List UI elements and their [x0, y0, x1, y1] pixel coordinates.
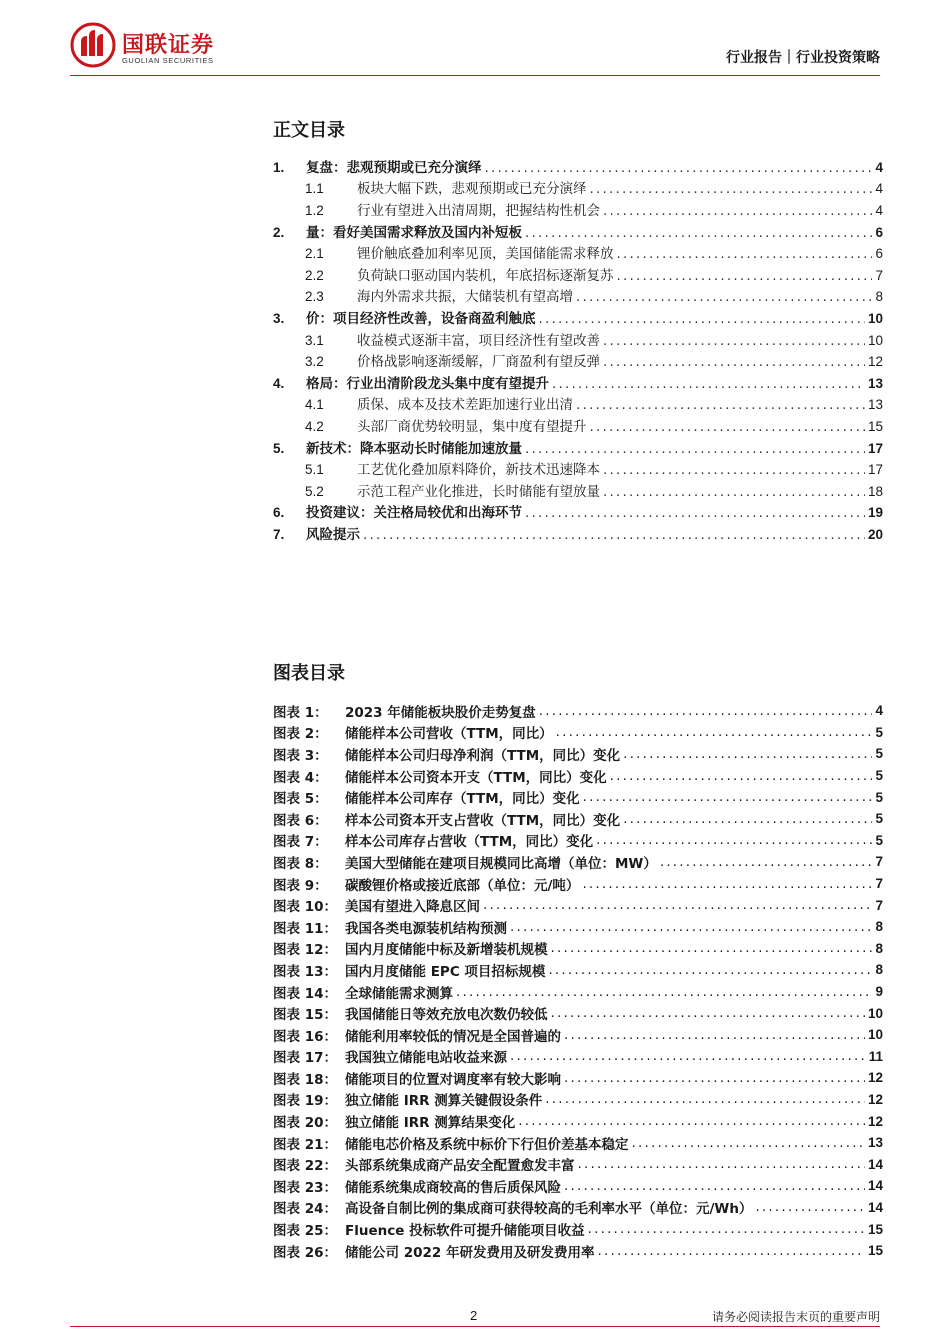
header-divider [70, 75, 880, 76]
figure-entry[interactable] [273, 808, 883, 830]
figure-entry-label: 储能样本公司资本开支（TTM，同比）变化 [345, 769, 607, 786]
figure-entry[interactable] [273, 1067, 883, 1089]
figure-entry-label: 独立储能 IRR 测算关键假设条件 [345, 1093, 543, 1110]
figure-entry[interactable] [273, 1218, 883, 1240]
figure-entry-number: 图表 23： [273, 1179, 337, 1196]
figure-entry-label: 样本公司库存占营收（TTM，同比）变化 [345, 834, 594, 851]
dot-leader [525, 440, 865, 458]
figure-entry-page: 7 [875, 897, 883, 913]
figure-entry-page: 14 [867, 1156, 883, 1172]
dot-leader [590, 180, 873, 198]
dot-leader [539, 703, 873, 719]
figure-entry[interactable] [273, 1197, 883, 1219]
page-number: 2 [470, 1308, 478, 1323]
dot-leader [552, 375, 865, 393]
figure-entry[interactable] [273, 765, 883, 787]
figure-entry-page: 12 [867, 1070, 883, 1086]
figure-entry-label: 美国大型储能在建项目规模同比高增（单位：MW） [345, 855, 657, 872]
figure-entry-number: 图表 16： [273, 1028, 337, 1045]
toc-subentry[interactable] [273, 416, 883, 438]
figure-entry-number: 图表 9： [273, 877, 328, 894]
toc-subentry[interactable] [273, 243, 883, 265]
toc-entry-number: 1.1 [305, 181, 324, 197]
figure-entry-number: 图表 13： [273, 963, 337, 980]
figure-entry-number: 图表 4： [273, 769, 328, 786]
figure-entry-number: 图表 8： [273, 855, 328, 872]
toc-entry-number: 2.2 [305, 267, 324, 283]
toc-entry[interactable] [273, 503, 883, 525]
toc-entry-label: 复盘：悲观预期或已充分演绎 [306, 159, 482, 176]
figure-entry[interactable] [273, 1132, 883, 1154]
toc-subentry[interactable] [273, 395, 883, 417]
toc-entry-page: 4 [875, 202, 883, 218]
dot-leader [556, 724, 873, 740]
toc-entry-number: 6. [273, 505, 285, 521]
figure-entry[interactable] [273, 981, 883, 1003]
figure-entry-page: 8 [875, 962, 883, 978]
toc-entry-number: 2. [273, 224, 285, 240]
toc-subentry[interactable] [273, 330, 883, 352]
toc-entry-label: 质保、成本及技术差距加速行业出清 [357, 397, 573, 414]
figure-entry-page: 5 [875, 832, 883, 848]
toc-entry-label: 负荷缺口驱动国内装机，年底招标逐渐复苏 [357, 267, 614, 284]
dot-leader [564, 1178, 865, 1194]
figure-entry-number: 图表 19： [273, 1093, 337, 1110]
dot-leader [603, 461, 865, 479]
toc-entry-number: 4. [273, 375, 285, 391]
list-of-figures [273, 700, 883, 1261]
toc-entry-label: 价格战影响逐渐缓解，厂商盈利有望反弹 [357, 354, 600, 371]
figure-entry-page: 14 [867, 1199, 883, 1215]
dot-leader [623, 746, 872, 762]
toc-subentry[interactable] [273, 200, 883, 222]
figure-entry-label: 储能公司 2022 年研发费用及研发费用率 [345, 1244, 595, 1261]
figure-entry[interactable] [273, 916, 883, 938]
toc-title: 正文目录 [273, 120, 345, 141]
dot-leader [588, 1221, 865, 1237]
toc-entry-number: 5. [273, 440, 285, 456]
figure-entry-number: 图表 1： [273, 704, 328, 721]
toc-subentry[interactable] [273, 351, 883, 373]
figure-entry-label: 储能项目的位置对调度率有较大影响 [345, 1071, 561, 1088]
figure-entry[interactable] [273, 743, 883, 765]
dot-leader [576, 396, 865, 414]
figure-entry-label: 样本公司资本开支占营收（TTM，同比）变化 [345, 812, 621, 829]
dot-leader [551, 1005, 865, 1021]
figure-entry-page: 12 [867, 1113, 883, 1129]
toc-subentry[interactable] [273, 179, 883, 201]
figure-entry-number: 图表 15： [273, 1007, 337, 1024]
toc-entry-label: 板块大幅下跌，悲观预期或已充分演绎 [357, 181, 587, 198]
toc-entry-label: 投资建议：关注格局较优和出海环节 [306, 505, 522, 522]
figure-entry[interactable] [273, 786, 883, 808]
figure-entry-page: 9 [875, 984, 883, 1000]
footer-divider [70, 1326, 880, 1327]
toc-entry[interactable] [273, 438, 883, 460]
dot-leader [548, 962, 872, 978]
figure-entry-page: 7 [875, 876, 883, 892]
dot-leader [755, 1199, 865, 1215]
figure-entry-number: 图表 14： [273, 985, 337, 1002]
figure-entry-number: 图表 17： [273, 1050, 337, 1067]
figure-entry-number: 图表 24： [273, 1201, 337, 1218]
figure-entry-label: 储能电芯价格及系统中标价下行但价差基本稳定 [345, 1136, 629, 1153]
figure-entry[interactable] [273, 938, 883, 960]
table-of-contents [273, 157, 883, 546]
dot-leader [545, 1091, 865, 1107]
dot-leader [632, 1135, 865, 1151]
figure-entry-label: Fluence 投标软件可提升储能项目收益 [345, 1223, 585, 1240]
dot-leader [525, 224, 872, 242]
figure-entry[interactable] [273, 1024, 883, 1046]
dot-leader [483, 897, 872, 913]
toc-entry-number: 7. [273, 526, 285, 542]
dot-leader [456, 984, 872, 1000]
dot-leader [583, 789, 873, 805]
figure-entry-page: 7 [875, 854, 883, 870]
figure-entry-page: 15 [867, 1221, 883, 1237]
toc-entry[interactable] [273, 524, 883, 546]
figure-entry-page: 5 [875, 746, 883, 762]
figure-entry[interactable] [273, 1153, 883, 1175]
dot-leader [617, 245, 873, 263]
toc-subentry[interactable] [273, 265, 883, 287]
figure-entry-number: 图表 10： [273, 899, 337, 916]
figure-entry-number: 图表 2： [273, 726, 328, 743]
toc-entry-label: 新技术：降本驱动长时储能加速放量 [306, 440, 522, 457]
toc-entry-label: 格局：行业出清阶段龙头集中度有望提升 [306, 375, 549, 392]
dot-leader [578, 1156, 865, 1172]
dot-leader [525, 504, 865, 522]
figure-entry-label: 全球储能需求测算 [345, 985, 453, 1002]
toc-entry-number: 2.1 [305, 246, 324, 262]
dot-leader [597, 1243, 864, 1259]
figure-entry-label: 国内月度储能 EPC 项目招标规模 [345, 963, 546, 980]
figure-entry-page: 5 [875, 724, 883, 740]
toc-entry-page: 17 [867, 440, 883, 456]
dot-leader [596, 832, 872, 848]
dot-leader [617, 267, 873, 285]
toc-entry-label: 示范工程产业化推进，长时储能有望放量 [357, 483, 600, 500]
toc-entry-page: 4 [875, 181, 883, 197]
dot-leader [551, 940, 873, 956]
figure-entry-label: 2023 年储能板块股价走势复盘 [345, 704, 536, 721]
dot-leader [590, 418, 865, 436]
toc-entry-page: 15 [867, 418, 883, 434]
report-type: 行业报告｜行业投资策略 [726, 50, 880, 66]
toc-entry-number: 1. [273, 159, 285, 175]
figure-entry-page: 8 [875, 940, 883, 956]
toc-entry-number: 2.3 [305, 289, 324, 305]
toc-entry-page: 20 [867, 526, 883, 542]
figure-entry-label: 美国有望进入降息区间 [345, 899, 480, 916]
toc-entry-number: 1.2 [305, 202, 324, 218]
figure-entry-page: 5 [875, 789, 883, 805]
figure-entry-label: 储能样本公司营收（TTM，同比） [345, 726, 553, 743]
figure-entry-page: 11 [868, 1048, 883, 1064]
figure-entry-page: 12 [867, 1091, 883, 1107]
figure-entry-label: 独立储能 IRR 测算结果变化 [345, 1115, 516, 1132]
figure-entry[interactable] [273, 1240, 883, 1262]
figure-entry-page: 4 [875, 703, 883, 719]
figure-entry-number: 图表 22： [273, 1158, 337, 1175]
toc-entry-number: 3.1 [305, 332, 324, 348]
dot-leader [623, 811, 872, 827]
figure-entry-page: 5 [875, 768, 883, 784]
figure-entry-number: 图表 26： [273, 1244, 337, 1261]
toc-entry-label: 风险提示 [306, 526, 360, 543]
dot-leader [539, 310, 865, 328]
figure-entry-label: 储能样本公司库存（TTM，同比）变化 [345, 791, 580, 808]
toc-entry-page: 17 [867, 462, 883, 478]
figure-entry-number: 图表 5： [273, 791, 328, 808]
toc-entry-label: 头部厂商优势较明显，集中度有望提升 [357, 418, 587, 435]
figure-entry-label: 储能样本公司归母净利润（TTM，同比）变化 [345, 747, 621, 764]
figure-entry[interactable] [273, 1089, 883, 1111]
dot-leader [518, 1113, 865, 1129]
toc-entry-number: 3. [273, 310, 285, 326]
figure-entry-label: 我国储能日等效充放电次数仍较低 [345, 1007, 548, 1024]
figure-entry-number: 图表 3： [273, 747, 328, 764]
toc-entry-number: 5.2 [305, 483, 324, 499]
toc-entry-label: 工艺优化叠加原料降价，新技术迅速降本 [357, 462, 600, 479]
figure-entry-number: 图表 12： [273, 942, 337, 959]
figure-entry-page: 10 [867, 1027, 883, 1043]
figure-entry-number: 图表 11： [273, 920, 337, 937]
figure-entry[interactable] [273, 959, 883, 981]
toc-entry[interactable] [273, 222, 883, 244]
figure-entry[interactable] [273, 1046, 883, 1068]
dot-leader [603, 202, 872, 220]
toc-entry-number: 3.2 [305, 354, 324, 370]
figure-entry[interactable] [273, 700, 883, 722]
logo-text-en: GUOLIAN SECURITIES [122, 56, 214, 65]
figure-entry-label: 我国各类电源装机结构预测 [345, 920, 507, 937]
dot-leader [603, 483, 865, 501]
toc-entry-page: 6 [875, 246, 883, 262]
figure-entry[interactable] [273, 1110, 883, 1132]
toc-entry-page: 7 [875, 267, 883, 283]
figure-entry[interactable] [273, 1002, 883, 1024]
figure-entry-label: 碳酸锂价格或接近底部（单位：元/吨） [345, 877, 580, 894]
logo-emblem-icon [70, 22, 116, 68]
dot-leader [510, 1048, 866, 1064]
toc-entry-number: 5.1 [305, 462, 324, 478]
toc-entry-page: 4 [875, 159, 883, 175]
toc-entry[interactable] [273, 373, 883, 395]
figure-entry[interactable] [273, 1175, 883, 1197]
figure-entry-label: 高设备自制比例的集成商可获得较高的毛利率水平（单位：元/Wh） [345, 1201, 753, 1218]
dot-leader [603, 332, 865, 350]
figure-entry-label: 储能系统集成商较高的售后质保风险 [345, 1179, 561, 1196]
figure-entry-page: 15 [867, 1243, 883, 1259]
figure-entry-label: 国内月度储能中标及新增装机规模 [345, 942, 548, 959]
dot-leader [564, 1027, 865, 1043]
toc-entry-label: 价：项目经济性改善，设备商盈利触底 [306, 310, 536, 327]
figure-entry-label: 储能利用率较低的情况是全国普遍的 [345, 1028, 561, 1045]
toc-entry[interactable] [273, 157, 883, 179]
figure-entry[interactable] [273, 894, 883, 916]
dot-leader [564, 1070, 865, 1086]
toc-entry-page: 13 [867, 375, 883, 391]
dot-leader [485, 159, 873, 177]
toc-entry-page: 12 [867, 354, 883, 370]
toc-entry-page: 10 [867, 332, 883, 348]
dot-leader [576, 288, 872, 306]
toc-entry-page: 13 [867, 397, 883, 413]
figure-entry[interactable] [273, 873, 883, 895]
toc-entry-page: 8 [875, 289, 883, 305]
toc-entry-page: 10 [867, 310, 883, 326]
toc-entry-number: 4.1 [305, 397, 324, 413]
figure-entry-number: 图表 7： [273, 834, 328, 851]
toc-entry-label: 量：看好美国需求释放及国内补短板 [306, 224, 522, 241]
logo-text-cn: 国联证券 [122, 33, 215, 58]
figure-entry-page: 5 [875, 811, 883, 827]
figure-entry-number: 图表 21： [273, 1136, 337, 1153]
toc-subentry[interactable] [273, 481, 883, 503]
toc-entry-label: 海内外需求共振，大储装机有望高增 [357, 289, 573, 306]
figure-entry-number: 图表 25： [273, 1223, 337, 1240]
toc-entry-number: 4.2 [305, 418, 324, 434]
figure-entry[interactable] [273, 830, 883, 852]
dot-leader [610, 768, 873, 784]
figure-entry[interactable] [273, 722, 883, 744]
toc-entry-label: 行业有望进入出清周期，把握结构性机会 [357, 202, 600, 219]
figure-entry-page: 13 [867, 1135, 883, 1151]
page-header [0, 0, 950, 80]
figure-entry-number: 图表 20： [273, 1115, 337, 1132]
dot-leader [582, 876, 872, 892]
figure-entry-label: 我国独立储能电站收益来源 [345, 1050, 507, 1067]
dot-leader [510, 919, 872, 935]
figure-entry-page: 10 [867, 1005, 883, 1021]
figure-entry[interactable] [273, 851, 883, 873]
figure-entry-label: 头部系统集成商产品安全配置愈发丰富 [345, 1158, 575, 1175]
dot-leader [603, 353, 865, 371]
toc-entry-label: 收益模式逐渐丰富，项目经济性有望改善 [357, 332, 600, 349]
toc-entry-page: 6 [875, 224, 883, 240]
dot-leader [363, 526, 865, 544]
dot-leader [660, 854, 873, 870]
figure-entry-number: 图表 6： [273, 812, 328, 829]
figures-title: 图表目录 [273, 663, 345, 684]
figure-entry-number: 图表 18： [273, 1071, 337, 1088]
toc-subentry[interactable] [273, 459, 883, 481]
company-logo [70, 22, 250, 72]
toc-entry[interactable] [273, 308, 883, 330]
toc-entry-label: 锂价触底叠加利率见顶，美国储能需求释放 [357, 246, 614, 263]
figure-entry-page: 8 [875, 919, 883, 935]
toc-entry-page: 18 [867, 483, 883, 499]
footer-disclaimer: 请务必阅读报告末页的重要声明 [711, 1310, 880, 1324]
toc-entry-page: 19 [867, 505, 883, 521]
toc-subentry[interactable] [273, 287, 883, 309]
figure-entry-page: 14 [867, 1178, 883, 1194]
